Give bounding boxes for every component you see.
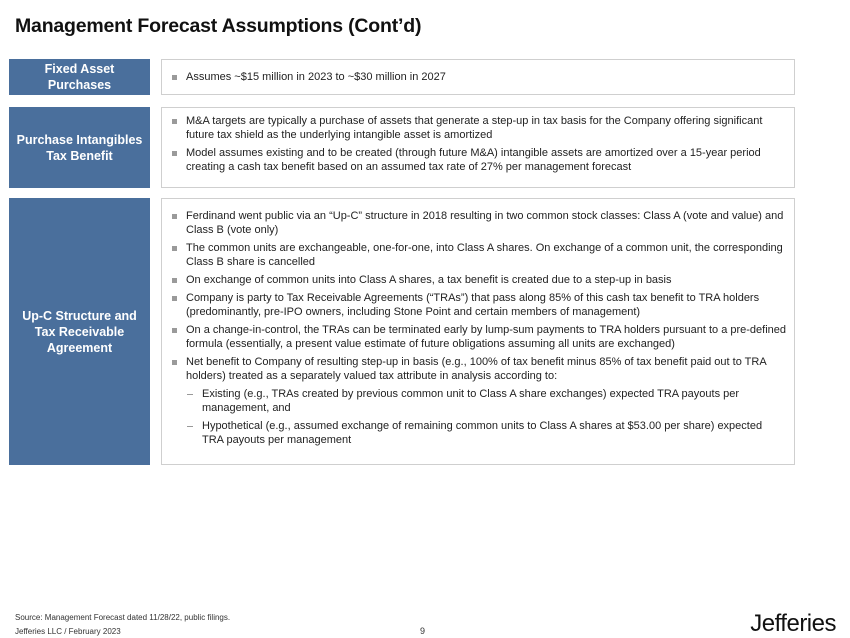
- row-up-c-structure: [9, 198, 795, 465]
- bullet: Net benefit to Company of resulting step-up in basis (e.g., 100% of tax benefit minus 85% of tax benefit paid out to TRA holders) treated as a separately valued tax attribute in analysis according to: Existing (e.g., TRAs created by previous common unit to Class A share exchanges) expected TRA payouts per management, and Hypothetical (e.g., assumed exchange of remaining common units to Class A shares at $53.00 per share) expected TRA payouts per management: [170, 355, 786, 447]
- bullet-marker-icon: [172, 296, 177, 301]
- sub-bullet: Existing (e.g., TRAs created by previous common unit to Class A share exchanges) expected TRA payouts per management, and: [186, 387, 786, 415]
- row-purchase-intangibles: [9, 107, 795, 188]
- dash-marker-icon: [187, 426, 193, 427]
- bullet: Model assumes existing and to be created (through future M&A) intangible assets are amortized over a 15-year period creating a cash tax benefit based on an assumed tax rate of 27% per management forecast: [170, 146, 786, 174]
- bullet: The common units are exchangeable, one-for-one, into Class A shares. On exchange of a common unit, the corresponding Class B share is cancelled: [170, 241, 786, 269]
- row-content: [161, 107, 795, 188]
- row-label: Purchase Intangibles Tax Benefit: [9, 107, 150, 188]
- row-label: Fixed Asset Purchases: [9, 59, 150, 95]
- page-number: 9: [420, 626, 426, 636]
- bullet: Assumes ~$15 million in 2023 to ~$30 million in 2027: [170, 70, 786, 84]
- bullet: Company is party to Tax Receivable Agreements (“TRAs”) that pass along 85% of this cash tax benefit to TRA holders (predominantly, pre-IPO owners, including Stone Point and certain members of management): [170, 291, 786, 319]
- bullet-marker-icon: [172, 151, 177, 156]
- bullet-marker-icon: [172, 360, 177, 365]
- bullet-marker-icon: [172, 246, 177, 251]
- sub-bullet: Hypothetical (e.g., assumed exchange of remaining common units to Class A shares at $53.00 per share) expected TRA payouts per management: [186, 419, 786, 447]
- bullet-marker-icon: [172, 278, 177, 283]
- row-fixed-asset-purchases: [9, 59, 795, 95]
- row-content: [161, 198, 795, 465]
- footer-source: Source: Management Forecast dated 11/28/22, public filings.: [15, 613, 231, 622]
- bullet: On exchange of common units into Class A shares, a tax benefit is created due to a step-up in basis: [170, 273, 786, 287]
- bullet-marker-icon: [172, 75, 177, 80]
- bullet: M&A targets are typically a purchase of assets that generate a step-up in tax basis for the Company offering significant future tax shield as the underlying intangible asset is amortized: [170, 114, 786, 142]
- page-title: Management Forecast Assumptions (Cont’d): [15, 15, 422, 37]
- bullet: On a change-in-control, the TRAs can be terminated early by lump-sum payments to TRA holders pursuant to a pre-defined formula (essentially, a present value estimate of future obligations assuming all units are exchanged): [170, 323, 786, 351]
- bullet: Ferdinand went public via an “Up-C” structure in 2018 resulting in two common stock classes: Class A (vote and value) and Class B (vote only): [170, 209, 786, 237]
- bullet-marker-icon: [172, 328, 177, 333]
- row-label: Up-C Structure and Tax Receivable Agreement: [9, 198, 150, 465]
- row-content: [161, 59, 795, 95]
- bullet-marker-icon: [172, 119, 177, 124]
- jefferies-logo: Jefferies: [750, 610, 836, 637]
- dash-marker-icon: [187, 394, 193, 395]
- footer-company: Jefferies LLC / February 2023: [15, 627, 121, 636]
- bullet-marker-icon: [172, 214, 177, 219]
